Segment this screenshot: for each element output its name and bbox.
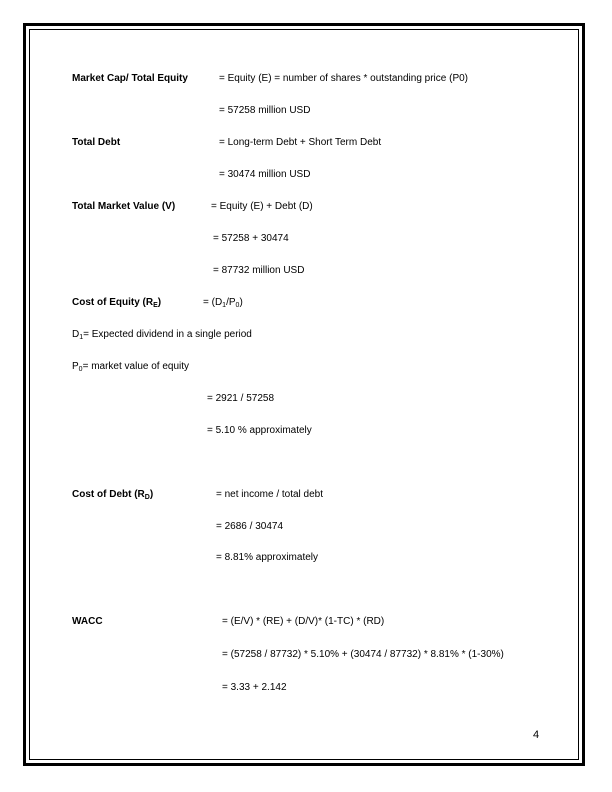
market-cap-formula: = Equity (E) = number of shares * outstanding price (P0): [219, 73, 469, 84]
wacc-formula: = (E/V) * (RE) + (D/V)* (1-TC) * (RD): [222, 616, 385, 627]
p0-definition: [72, 360, 189, 374]
total-debt-label: Total Debt: [72, 137, 121, 148]
cost-of-equity-label-end: ): [157, 297, 162, 308]
p0-main: P: [72, 361, 79, 372]
total-market-value-label: Total Market Value (V): [72, 201, 176, 212]
d1-definition: [72, 328, 252, 342]
coe-formula-sub1: 1: [222, 302, 227, 309]
cost-of-debt-label-end: ): [149, 489, 154, 500]
market-cap-label: Market Cap/ Total Equity: [72, 73, 188, 84]
coe-formula-end: ): [239, 297, 243, 308]
wacc-label: WACC: [72, 616, 103, 627]
wacc-result: = 3.33 + 2.142: [222, 682, 287, 693]
cost-of-debt-formula: = net income / total debt: [216, 489, 324, 500]
wacc-substitution: = (57258 / 87732) * 5.10% + (30474 / 87732) * 8.81% * (1-30%): [222, 649, 504, 660]
cost-of-debt-result: = 8.81% approximately: [216, 552, 319, 563]
cost-of-equity-label: [72, 296, 161, 310]
coe-formula-start: = (D: [203, 297, 223, 308]
d1-main: D: [72, 329, 80, 340]
cost-of-debt-label-main: Cost of Debt (R: [72, 489, 145, 500]
total-debt-value: = 30474 million USD: [219, 169, 311, 180]
cost-of-debt-label: [72, 488, 153, 502]
page-number: 4: [533, 729, 540, 741]
cost-of-debt-label-sub: D: [144, 494, 150, 501]
p0-sub: 0: [78, 366, 83, 373]
total-market-value-formula: = Equity (E) + Debt (D): [211, 201, 313, 212]
d1-text: = Expected dividend in a single period: [83, 329, 252, 340]
d1-sub: 1: [79, 334, 84, 341]
cost-of-equity-result: = 5.10 % approximately: [207, 425, 312, 436]
total-market-value-sum: = 57258 + 30474: [213, 233, 289, 244]
total-market-value-result: = 87732 million USD: [213, 265, 305, 276]
cost-of-debt-calc: = 2686 / 30474: [216, 521, 284, 532]
cost-of-equity-calc: = 2921 / 57258: [207, 393, 275, 404]
total-debt-formula: = Long-term Debt + Short Term Debt: [219, 137, 382, 148]
p0-text: = market value of equity: [82, 361, 190, 372]
cost-of-equity-label-main: Cost of Equity (R: [72, 297, 154, 308]
cost-of-equity-label-sub: E: [153, 302, 158, 309]
coe-formula-sub0: 0: [235, 302, 240, 309]
market-cap-value: = 57258 million USD: [219, 105, 311, 116]
cost-of-equity-formula: [203, 296, 243, 310]
coe-formula-mid: /P: [226, 297, 236, 308]
